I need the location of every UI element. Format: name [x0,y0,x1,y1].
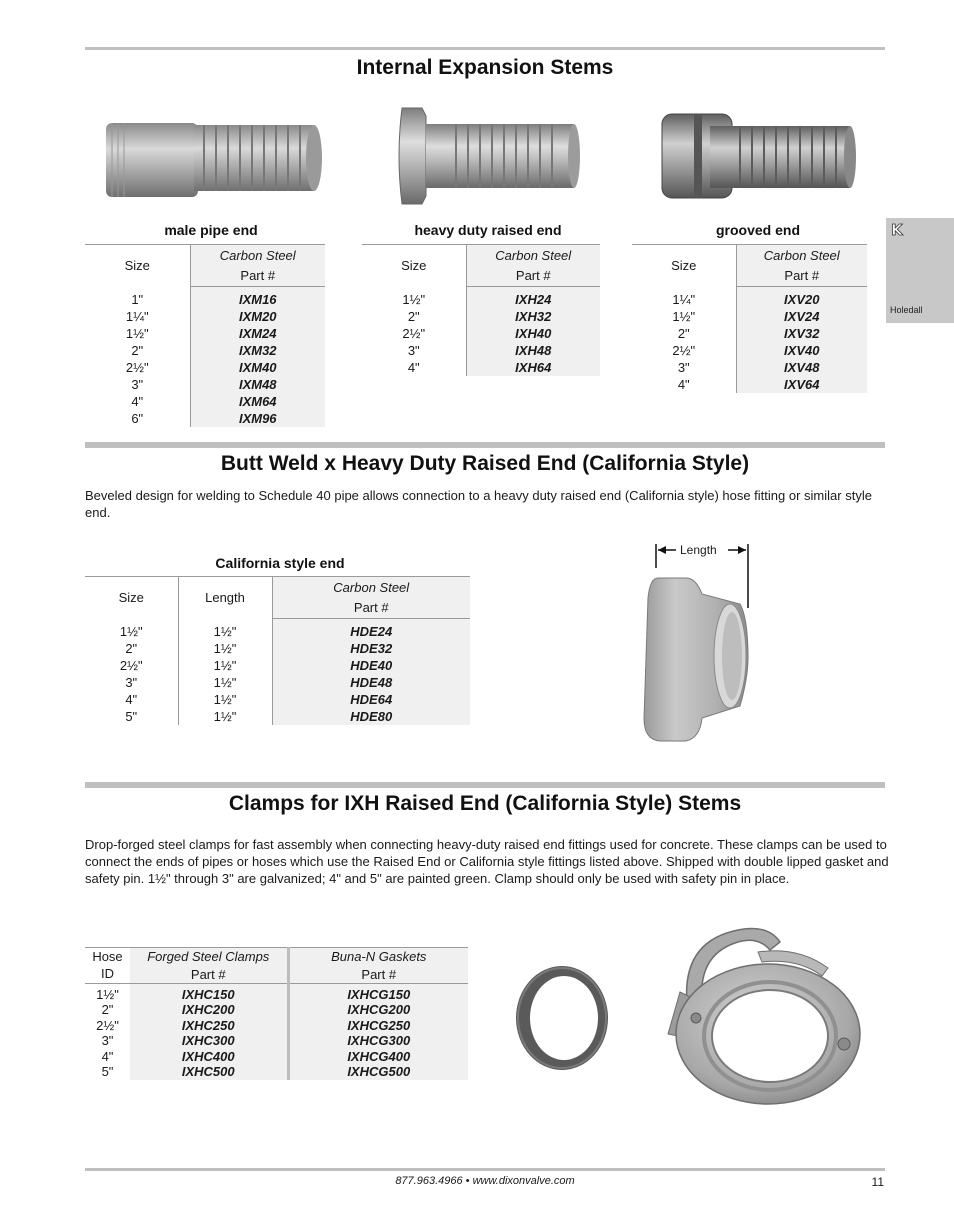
table-row [85,623,470,640]
clamp-part-cell: IXHC300 [130,1033,288,1049]
size-cell: 4" [85,691,178,708]
part-cell: IXH24 [466,291,600,308]
hose-cell: 1½" [96,986,119,1002]
table-row [632,308,867,325]
part-cell: IXV32 [736,325,867,342]
table-row [632,359,867,376]
length-cell: 1½" [178,657,272,674]
section-tab-brand: Holedall [890,305,923,315]
length-cell: 1½" [178,691,272,708]
part-cell: IXH32 [466,308,600,325]
part-cell: IXV20 [736,291,867,308]
col-part: Part # [466,266,600,287]
table-row [85,987,468,1003]
size-cell: 2½" [632,342,736,359]
part-cell: IXM16 [190,291,325,308]
size-cell: 2" [632,325,736,342]
col-part: Part # [190,266,325,287]
col-size: Size [85,245,190,287]
table-row [85,1064,468,1080]
col-hose-id: ID [85,966,130,984]
part-cell: IXV24 [736,308,867,325]
size-cell: 5" [85,708,178,725]
part-cell: HDE48 [272,674,470,691]
part-cell: IXM24 [190,325,325,342]
gasket-part-cell: IXHCG300 [288,1033,468,1049]
size-cell: 1½" [85,623,178,640]
part-cell: HDE64 [272,691,470,708]
size-cell: 3" [85,674,178,691]
size-cell: 4" [85,393,190,410]
table-row [362,359,600,376]
footer-rule [85,1168,885,1171]
section-tab-letter: K [891,221,903,239]
size-cell: 6" [85,410,190,427]
gasket-part-cell: IXHCG500 [288,1064,468,1080]
table-row [85,359,325,376]
col-material: Carbon Steel [466,245,600,266]
part-cell: IXH64 [466,359,600,376]
size-cell: 2" [85,640,178,657]
size-cell: 1¼" [85,308,190,325]
length-cell: 1½" [178,674,272,691]
section2-rule [85,442,885,448]
size-cell: 3" [362,342,466,359]
part-cell: HDE40 [272,657,470,674]
section-tab[interactable] [886,218,954,323]
top-rule [85,47,885,50]
size-cell: 2" [85,342,190,359]
section2-description: Beveled design for welding to Schedule 40 pipe allows connection to a heavy duty raised end (California style) hose fitting or similar style end. [85,488,872,520]
table-row [85,342,325,359]
table-row [85,1002,468,1018]
col-clamps-part: Part # [130,966,288,984]
col-part: Part # [272,598,470,619]
heavy-duty-raised-end-stem-image [396,106,580,206]
size-cell: 2" [362,308,466,325]
table-row [362,325,600,342]
size-cell: 3" [632,359,736,376]
col-material: Carbon Steel [272,577,470,598]
grooved-end-table [632,244,867,393]
length-cell: 1½" [178,640,272,657]
hose-cell: 2½" [96,1017,119,1033]
table-row [85,1018,468,1034]
gasket-part-cell: IXHCG400 [288,1049,468,1065]
table-row [632,291,867,308]
size-cell: 2½" [85,657,178,674]
col-hose: Hose [85,948,130,966]
part-cell: HDE24 [272,623,470,640]
part-cell: IXM32 [190,342,325,359]
butt-weld-fitting-image [630,538,770,748]
col-size: Size [632,245,736,287]
table-caption-heavy-duty-raised-end: heavy duty raised end [414,222,562,238]
table-row [85,376,325,393]
part-cell: IXH40 [466,325,600,342]
gasket-part-cell: IXHCG200 [288,1002,468,1018]
part-cell: IXM40 [190,359,325,376]
hose-cell: 2" [101,1002,114,1017]
table-row [85,410,325,427]
col-material: Carbon Steel [736,245,867,266]
part-cell: IXV64 [736,376,867,393]
page-number: 11 [871,1175,884,1189]
col-material: Carbon Steel [190,245,325,266]
col-length: Length [178,577,272,619]
male-pipe-end-table [85,244,325,427]
heavy-duty-raised-end-table [362,244,600,376]
table-row [632,342,867,359]
part-cell: IXM96 [190,410,325,427]
size-cell: 2½" [362,325,466,342]
size-cell: 4" [632,376,736,393]
length-cell: 1½" [178,708,272,725]
clamp-part-cell: IXHC150 [130,987,288,1003]
col-part: Part # [736,266,867,287]
clamps-table [85,947,468,1080]
part-cell: IXH48 [466,342,600,359]
grooved-end-stem-image [660,112,856,200]
hose-cell: 5" [101,1064,114,1079]
gasket-image [512,962,612,1074]
part-cell: IXM20 [190,308,325,325]
section2-title: Butt Weld x Heavy Duty Raised End (California Style) [220,452,750,475]
table-row [85,1049,468,1065]
size-cell: 1½" [85,325,190,342]
col-clamps: Forged Steel Clamps [130,948,288,966]
footer-contact: 877.963.4966 • www.dixonvalve.com [395,1175,575,1187]
table-caption-male-pipe-end: male pipe end [164,222,258,238]
table-row [632,325,867,342]
section3-title: Clamps for IXH Raised End (California Style) Stems [228,792,742,815]
col-size: Size [362,245,466,287]
table-row [85,308,325,325]
table-row [362,342,600,359]
california-style-end-table [85,576,470,725]
section3-description: Drop-forged steel clamps for fast assembly when connecting heavy-duty raised end fittings used for concrete. These clamps can be used to connect the ends of pipes or hoses which use the Raised End or California style fittings listed above. Shipped with double lipped gasket and safety pin. 1½" through 3" are galvanized; 4" and 5" are painted green. Clamp should only be used with safety pin in place. [85,837,889,886]
clamp-part-cell: IXHC500 [130,1064,288,1080]
gasket-part-cell: IXHCG250 [288,1018,468,1034]
size-cell: 4" [362,359,466,376]
clamp-part-cell: IXHC200 [130,1002,288,1018]
part-cell: IXM48 [190,376,325,393]
part-cell: IXM64 [190,393,325,410]
table-row [362,291,600,308]
size-cell: 1½" [362,291,466,308]
section1-title: Internal Expansion Stems [356,56,614,79]
part-cell: IXV40 [736,342,867,359]
col-gaskets: Buna-N Gaskets [288,948,468,966]
table-row [362,308,600,325]
clamp-part-cell: IXHC250 [130,1018,288,1034]
table-row [85,708,470,725]
col-gaskets-part: Part # [288,966,468,984]
table-row [632,376,867,393]
table-row [85,325,325,342]
table-caption-grooved-end: grooved end [715,222,800,238]
col-size: Size [85,577,178,619]
length-label: Length [680,543,717,557]
part-cell: HDE80 [272,708,470,725]
table-row [85,691,470,708]
table-row [85,291,325,308]
length-cell: 1½" [178,623,272,640]
size-cell: 2½" [85,359,190,376]
clamp-part-cell: IXHC400 [130,1049,288,1065]
part-cell: IXV48 [736,359,867,376]
table-row [85,1033,468,1049]
section3-rule [85,782,885,788]
hose-cell: 4" [101,1048,114,1064]
size-cell: 1¼" [632,291,736,308]
table-row [85,640,470,657]
size-cell: 3" [85,376,190,393]
clamp-image [658,922,868,1112]
table-row [85,393,325,410]
gasket-part-cell: IXHCG150 [288,987,468,1003]
part-cell: HDE32 [272,640,470,657]
table-caption-california-style-end: California style end [215,555,345,571]
male-pipe-end-stem-image [104,115,324,199]
table-row [85,674,470,691]
size-cell: 1½" [632,308,736,325]
size-cell: 1" [85,291,190,308]
hose-cell: 3" [101,1033,114,1048]
table-row [85,657,470,674]
